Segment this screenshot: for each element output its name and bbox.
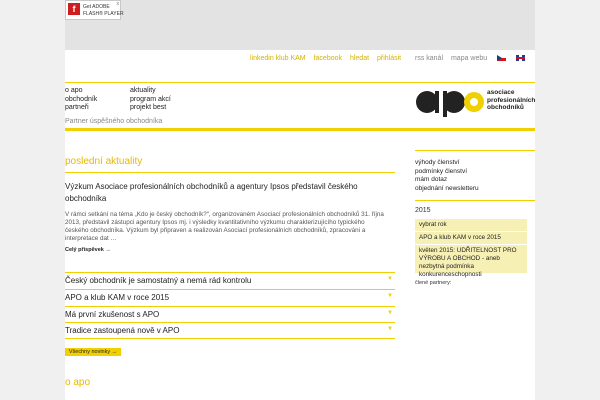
nav-partneri[interactable]: partneři (65, 104, 89, 111)
get-flash-player-badge[interactable] (65, 0, 124, 20)
sidebar-news-item[interactable]: květen 2015: UDŘITELNOST PRO VÝROBU A OBCHOD - aneb nezbytná podmínka konkurenceschopnosti (415, 245, 527, 273)
year-label: 2015 (415, 207, 431, 214)
flash-close-icon[interactable]: x (116, 1, 119, 7)
sidebar-link-benefits[interactable]: výhody členství (415, 159, 460, 166)
flash-badge-text: Get ADOBE FLASH® PLAYER (83, 4, 124, 17)
flash-icon: f (68, 3, 80, 15)
year-select-button[interactable]: vybrat rok (415, 219, 527, 231)
logo-text: asociace profesionálních obchodníků (487, 89, 536, 111)
rss-link[interactable]: rss kanál (415, 55, 444, 62)
sidebar-news-item[interactable]: APO a klub KAM v roce 2015 (415, 232, 527, 244)
about-section-title: o apo (65, 377, 91, 388)
logo-letter-a-stem (435, 91, 439, 113)
logo-letter-p-stem (443, 91, 447, 117)
nav-projekt-best[interactable]: projekt best (130, 104, 167, 111)
nav-aktuality[interactable]: aktuality (130, 87, 156, 94)
linkedin-link[interactable]: linkedin klub KAM (250, 55, 306, 62)
news-item[interactable]: Má první zkušenost s APO ▼ (65, 306, 395, 323)
utility-nav (415, 55, 531, 62)
news-divider (65, 172, 395, 173)
sidebar-links (415, 159, 479, 193)
main-nav-col1 (65, 87, 97, 113)
news-item[interactable]: Tradice zastoupená nově v APO ▼ (65, 322, 395, 339)
flash-placeholder (65, 0, 535, 50)
news-item[interactable]: Český obchodník je samostatný a nemá rád kontrolu ▼ (65, 272, 395, 289)
all-news-button[interactable]: Všechny novinky → (65, 348, 121, 356)
main-nav-col2 (130, 87, 171, 113)
nav-program-akci[interactable]: program akcí (130, 95, 171, 103)
sitemap-link[interactable]: mapa webu (450, 55, 488, 62)
header-top-divider (65, 82, 535, 83)
chevron-down-icon: ▼ (387, 326, 393, 332)
uk-flag-icon[interactable] (516, 55, 525, 61)
sidebar-link-conditions[interactable]: podmínky členství (415, 167, 468, 175)
news-section-title: poslední aktuality (65, 156, 143, 167)
sidebar-top-divider (415, 150, 535, 151)
news-list-end-divider (65, 338, 395, 339)
facebook-link[interactable]: facebook (313, 55, 343, 62)
sidebar-mid-divider (415, 200, 535, 201)
partners-label: člené partnery: (415, 280, 452, 286)
search-link[interactable]: hledat (349, 55, 370, 62)
chevron-down-icon: ▼ (387, 276, 393, 282)
apo-logo[interactable] (415, 87, 485, 117)
featured-headline[interactable]: Výzkum Asociace profesionálních obchodníků a agentury Ipsos představil českého obchodníka (65, 182, 358, 203)
nav-obchodnik[interactable]: obchodník (65, 95, 98, 103)
news-item[interactable]: APO a klub KAM v roce 2015 ▼ (65, 289, 395, 306)
sidebar-link-question[interactable]: mám dotaz (415, 176, 448, 183)
read-more-link[interactable]: Celý příspěvek → (65, 247, 111, 253)
sidebar-link-newsletter[interactable]: objednání newsletteru (415, 184, 479, 192)
cz-flag-icon[interactable] (497, 55, 506, 61)
chevron-down-icon: ▼ (387, 293, 393, 299)
nav-o-apo[interactable]: o apo (65, 87, 83, 94)
logo-letter-a (416, 91, 438, 113)
login-link[interactable]: přihlásit (377, 55, 402, 62)
featured-article (65, 181, 385, 253)
header-bottom-divider (65, 128, 535, 131)
social-nav (250, 55, 407, 62)
logo-letter-o-inner (470, 98, 478, 106)
featured-body: V rámci setkání na téma „Kdo je český obchodník?“, organizovaném Asociací profesionálních obchodníků 31. října 2013, představil zástupci agentury Ipsos mj. i výsledky kvantitativního výzkumu charakterizujícího typického českého obchodníka. Výzkum byl připraven a realizován Asociací profesionálních obchodníků, zpracováni a interpretace dat … (65, 211, 384, 242)
partner-link[interactable]: Partner úspěšného obchodníka (65, 118, 163, 125)
chevron-down-icon: ▼ (387, 310, 393, 316)
